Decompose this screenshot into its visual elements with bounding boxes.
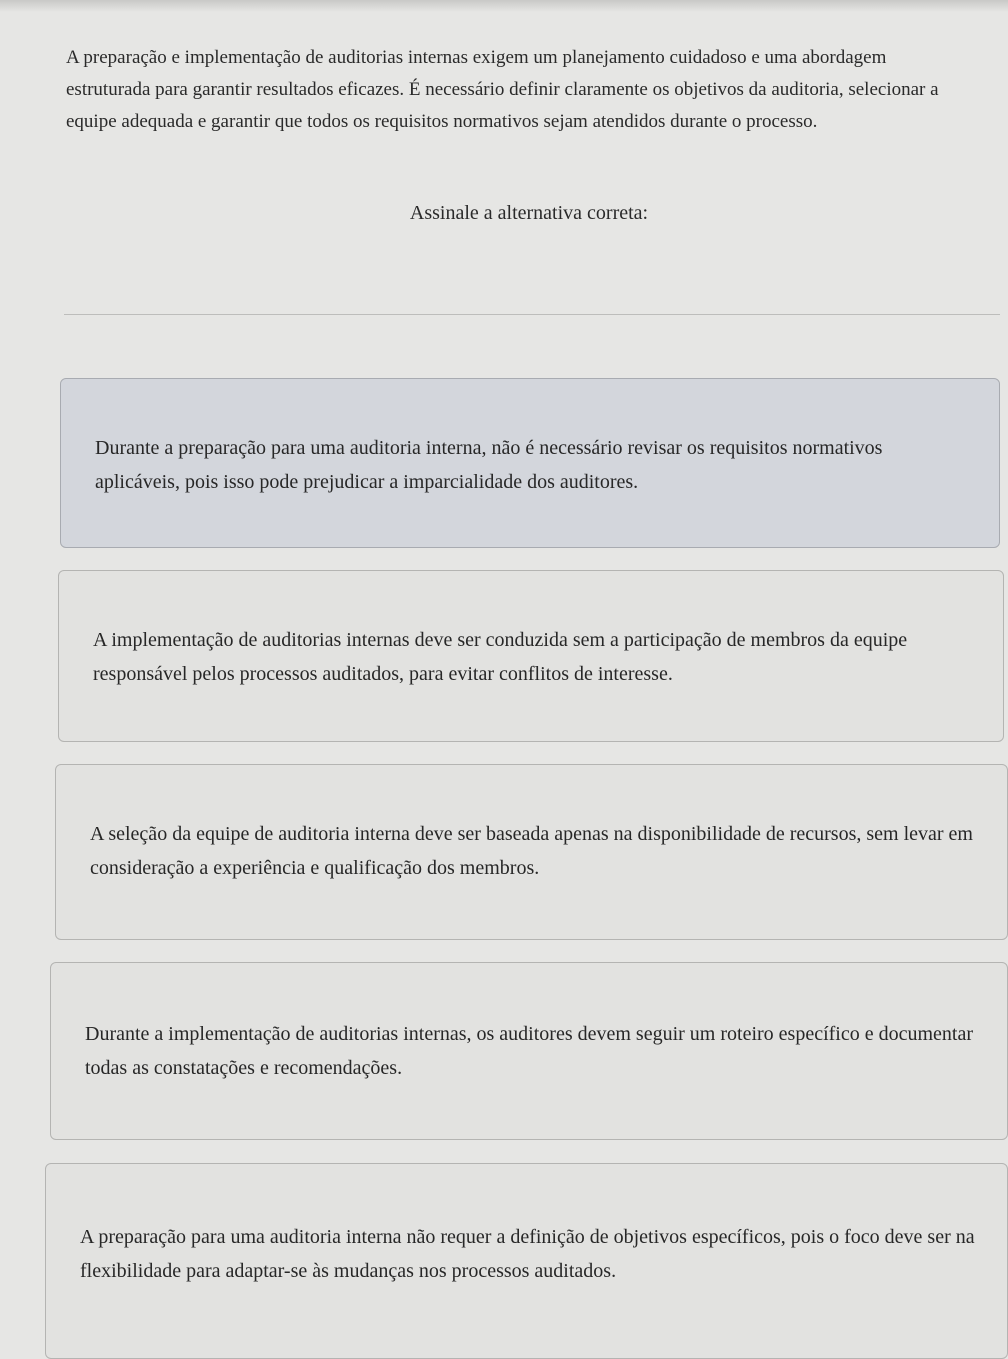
answer-option-d[interactable] (50, 962, 1008, 1140)
answer-option-d-text: Durante a implementação de auditorias internas, os auditores devem seguir um roteiro específico e documentar todas as constatações e recomendações. (85, 1023, 974, 1079)
answer-option-e-text: A preparação para uma auditoria interna não requer a definição de objetivos específicos, pois o foco deve ser na flexibilidade para adaptar-se às mudanças nos processos auditados. (80, 1226, 975, 1282)
answer-option-b[interactable] (58, 570, 1004, 742)
answer-option-c-text: A seleção da equipe de auditoria interna deve ser baseada apenas na disponibilidade de recursos, sem levar em consideração a experiência e qualificação dos membros. (90, 823, 973, 879)
window-top-edge (0, 0, 1008, 12)
answer-option-c[interactable] (55, 764, 1008, 940)
answer-option-a[interactable] (60, 378, 1000, 548)
divider (64, 314, 1000, 315)
answer-option-a-text: Durante a preparação para uma auditoria interna, não é necessário revisar os requisitos normativos aplicáveis, pois isso pode prejudicar a imparcialidade dos auditores. (95, 437, 883, 493)
answer-option-e[interactable] (45, 1163, 1008, 1359)
answer-option-b-text: A implementação de auditorias internas deve ser conduzida sem a participação de membros da equipe responsável pelos processos auditados, para evitar conflitos de interesse. (93, 629, 908, 685)
question-instruction: Assinale a alternativa correta: (409, 202, 649, 224)
question-text: A preparação e implementação de auditorias internas exigem um planejamento cuidadoso e uma abordagem estruturada para garantir resultados eficazes. É necessário definir claramente os objetivos da auditoria, selecionar a equipe adequada e garantir que todos os requisitos normativos sejam atendidos durante o processo. (66, 47, 939, 132)
